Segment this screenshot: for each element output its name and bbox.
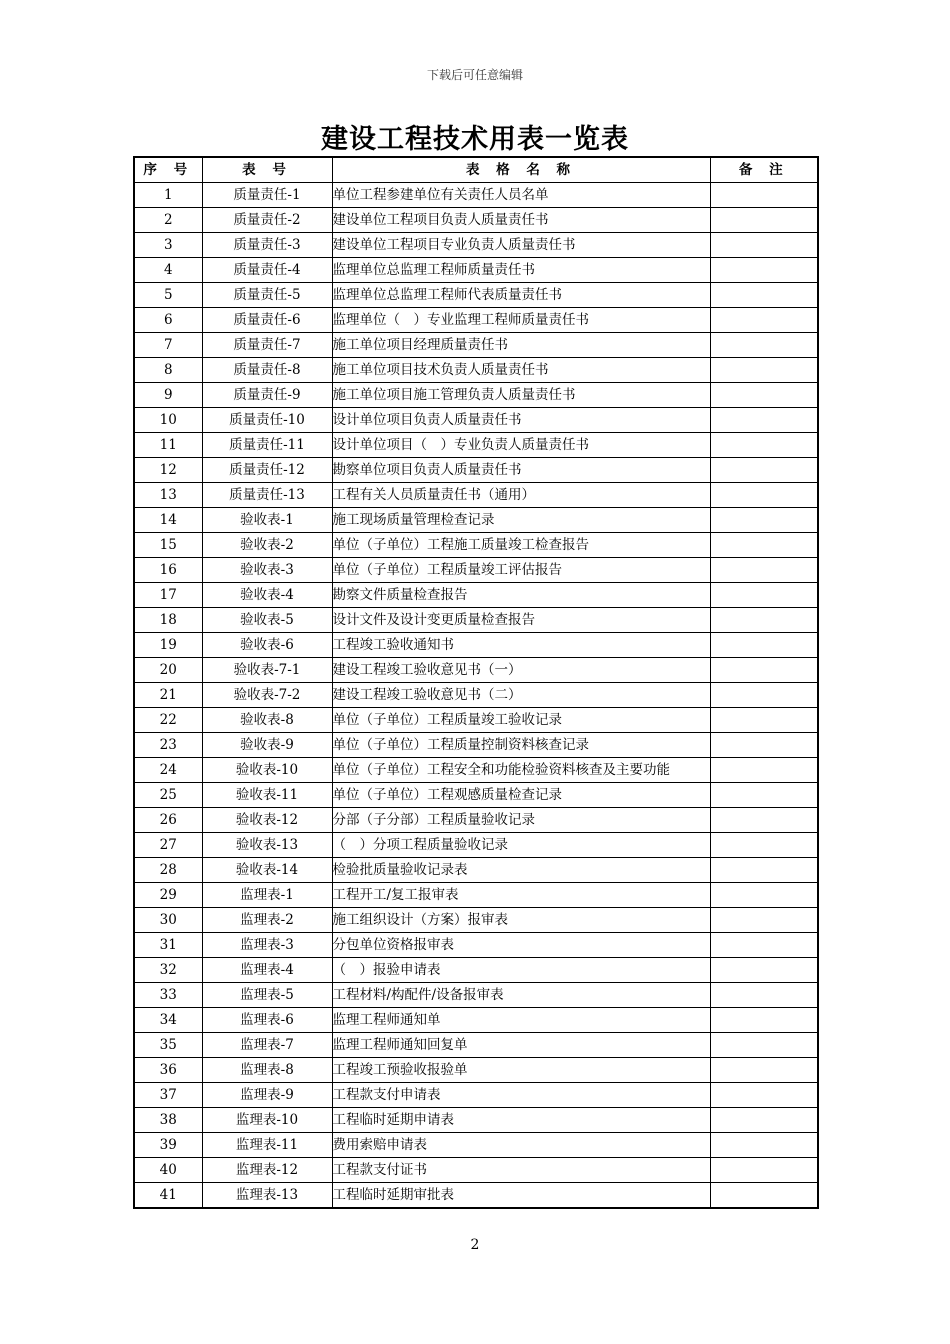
document-title: 建设工程技术用表一览表 xyxy=(321,124,629,155)
row-remarks xyxy=(710,658,818,683)
row-form-code: 验收表-7-2 xyxy=(202,683,332,708)
row-form-name: 监理工程师通知单 xyxy=(332,1008,710,1033)
table-row xyxy=(134,758,818,783)
row-form-code: 监理表-13 xyxy=(202,1183,332,1209)
table-row xyxy=(134,833,818,858)
row-form-code: 验收表-14 xyxy=(202,858,332,883)
row-form-code: 验收表-2 xyxy=(202,533,332,558)
row-form-name: 工程竣工预验收报验单 xyxy=(332,1058,710,1083)
row-form-name: 工程开工/复工报审表 xyxy=(332,883,710,908)
row-form-name: 监理工程师通知回复单 xyxy=(332,1033,710,1058)
table-row xyxy=(134,558,818,583)
table-row xyxy=(134,183,818,208)
row-serial: 35 xyxy=(134,1033,202,1058)
row-form-name: 设计单位项目（ ）专业负责人质量责任书 xyxy=(332,433,710,458)
row-form-name: 工程材料/构配件/设备报审表 xyxy=(332,983,710,1008)
row-remarks xyxy=(710,1058,818,1083)
row-remarks xyxy=(710,758,818,783)
row-serial: 8 xyxy=(134,358,202,383)
row-form-code: 质量责任-13 xyxy=(202,483,332,508)
table-row xyxy=(134,208,818,233)
table-row xyxy=(134,258,818,283)
row-serial: 2 xyxy=(134,208,202,233)
table-row xyxy=(134,358,818,383)
row-form-code: 质量责任-11 xyxy=(202,433,332,458)
row-form-code: 验收表-7-1 xyxy=(202,658,332,683)
row-form-code: 验收表-5 xyxy=(202,608,332,633)
row-form-code: 质量责任-9 xyxy=(202,383,332,408)
row-remarks xyxy=(710,683,818,708)
row-serial: 13 xyxy=(134,483,202,508)
row-serial: 17 xyxy=(134,583,202,608)
row-form-name: （ ）报验申请表 xyxy=(332,958,710,983)
table-row xyxy=(134,483,818,508)
row-remarks xyxy=(710,808,818,833)
row-form-code: 监理表-2 xyxy=(202,908,332,933)
row-serial: 32 xyxy=(134,958,202,983)
row-form-name: 施工单位项目经理质量责任书 xyxy=(332,333,710,358)
table-row xyxy=(134,908,818,933)
row-remarks xyxy=(710,608,818,633)
row-form-name: 工程款支付申请表 xyxy=(332,1083,710,1108)
row-remarks xyxy=(710,283,818,308)
row-remarks xyxy=(710,408,818,433)
row-serial: 34 xyxy=(134,1008,202,1033)
header-form-code: 表 号 xyxy=(202,157,332,183)
row-serial: 29 xyxy=(134,883,202,908)
row-remarks xyxy=(710,533,818,558)
row-serial: 31 xyxy=(134,933,202,958)
header-remarks: 备 注 xyxy=(710,157,818,183)
row-serial: 6 xyxy=(134,308,202,333)
row-form-name: 设计文件及设计变更质量检查报告 xyxy=(332,608,710,633)
row-form-code: 质量责任-3 xyxy=(202,233,332,258)
row-serial: 40 xyxy=(134,1158,202,1183)
row-remarks xyxy=(710,483,818,508)
row-serial: 28 xyxy=(134,858,202,883)
row-form-name: 建设单位工程项目专业负责人质量责任书 xyxy=(332,233,710,258)
row-remarks xyxy=(710,958,818,983)
row-form-name: 工程款支付证书 xyxy=(332,1158,710,1183)
table-row xyxy=(134,1033,818,1058)
header-serial: 序 号 xyxy=(134,157,202,183)
row-remarks xyxy=(710,1008,818,1033)
table-row xyxy=(134,958,818,983)
row-serial: 10 xyxy=(134,408,202,433)
table-row xyxy=(134,608,818,633)
row-remarks xyxy=(710,1158,818,1183)
row-form-name: 施工现场质量管理检查记录 xyxy=(332,508,710,533)
row-serial: 22 xyxy=(134,708,202,733)
table-row xyxy=(134,1183,818,1209)
row-serial: 3 xyxy=(134,233,202,258)
row-form-code: 质量责任-12 xyxy=(202,458,332,483)
table-header-row xyxy=(134,157,818,183)
table-row xyxy=(134,1158,818,1183)
row-form-code: 质量责任-10 xyxy=(202,408,332,433)
row-serial: 7 xyxy=(134,333,202,358)
table-row xyxy=(134,433,818,458)
row-remarks xyxy=(710,933,818,958)
table-row xyxy=(134,933,818,958)
row-serial: 38 xyxy=(134,1108,202,1133)
table-row xyxy=(134,333,818,358)
table-row xyxy=(134,308,818,333)
row-remarks xyxy=(710,208,818,233)
table-row xyxy=(134,533,818,558)
table-row xyxy=(134,383,818,408)
row-serial: 21 xyxy=(134,683,202,708)
row-form-name: 单位（子单位）工程安全和功能检验资料核查及主要功能 xyxy=(332,758,710,783)
table-row xyxy=(134,808,818,833)
row-serial: 4 xyxy=(134,258,202,283)
row-remarks xyxy=(710,258,818,283)
row-serial: 41 xyxy=(134,1183,202,1209)
row-form-code: 验收表-12 xyxy=(202,808,332,833)
table-row xyxy=(134,1133,818,1158)
row-serial: 15 xyxy=(134,533,202,558)
row-remarks xyxy=(710,983,818,1008)
table-row xyxy=(134,408,818,433)
row-remarks xyxy=(710,733,818,758)
row-serial: 36 xyxy=(134,1058,202,1083)
row-form-code: 验收表-3 xyxy=(202,558,332,583)
row-form-name: 分包单位资格报审表 xyxy=(332,933,710,958)
row-form-code: 监理表-3 xyxy=(202,933,332,958)
row-form-code: 验收表-10 xyxy=(202,758,332,783)
row-form-name: 设计单位项目负责人质量责任书 xyxy=(332,408,710,433)
row-form-code: 验收表-1 xyxy=(202,508,332,533)
row-form-name: 单位工程参建单位有关责任人员名单 xyxy=(332,183,710,208)
row-form-code: 验收表-9 xyxy=(202,733,332,758)
row-remarks xyxy=(710,708,818,733)
row-remarks xyxy=(710,183,818,208)
row-form-code: 监理表-12 xyxy=(202,1158,332,1183)
row-form-code: 质量责任-8 xyxy=(202,358,332,383)
table-row xyxy=(134,733,818,758)
row-serial: 12 xyxy=(134,458,202,483)
row-form-name: 分部（子分部）工程质量验收记录 xyxy=(332,808,710,833)
table-row xyxy=(134,583,818,608)
row-form-code: 验收表-8 xyxy=(202,708,332,733)
row-serial: 5 xyxy=(134,283,202,308)
row-form-code: 质量责任-1 xyxy=(202,183,332,208)
row-remarks xyxy=(710,1083,818,1108)
row-remarks xyxy=(710,1108,818,1133)
row-remarks xyxy=(710,783,818,808)
row-remarks xyxy=(710,383,818,408)
row-remarks xyxy=(710,858,818,883)
table-row xyxy=(134,983,818,1008)
row-remarks xyxy=(710,583,818,608)
row-form-name: 工程临时延期申请表 xyxy=(332,1108,710,1133)
row-remarks xyxy=(710,333,818,358)
row-remarks xyxy=(710,883,818,908)
row-form-code: 验收表-4 xyxy=(202,583,332,608)
row-form-name: 检验批质量验收记录表 xyxy=(332,858,710,883)
row-form-name: 监理单位总监理工程师代表质量责任书 xyxy=(332,283,710,308)
row-serial: 26 xyxy=(134,808,202,833)
row-remarks xyxy=(710,233,818,258)
row-serial: 25 xyxy=(134,783,202,808)
table-row xyxy=(134,708,818,733)
row-form-name: 单位（子单位）工程质量竣工验收记录 xyxy=(332,708,710,733)
row-form-name: 监理单位总监理工程师质量责任书 xyxy=(332,258,710,283)
row-form-name: 费用索赔申请表 xyxy=(332,1133,710,1158)
page-number: 2 xyxy=(470,1237,480,1253)
row-form-code: 监理表-5 xyxy=(202,983,332,1008)
row-form-name: 施工单位项目施工管理负责人质量责任书 xyxy=(332,383,710,408)
table-row xyxy=(134,508,818,533)
table-row xyxy=(134,783,818,808)
row-serial: 20 xyxy=(134,658,202,683)
row-serial: 19 xyxy=(134,633,202,658)
row-remarks xyxy=(710,558,818,583)
row-form-name: 工程竣工验收通知书 xyxy=(332,633,710,658)
row-form-code: 质量责任-2 xyxy=(202,208,332,233)
table-row xyxy=(134,883,818,908)
row-serial: 23 xyxy=(134,733,202,758)
row-serial: 18 xyxy=(134,608,202,633)
row-form-code: 监理表-7 xyxy=(202,1033,332,1058)
row-serial: 16 xyxy=(134,558,202,583)
row-form-name: 勘察单位项目负责人质量责任书 xyxy=(332,458,710,483)
table-row xyxy=(134,458,818,483)
table-row xyxy=(134,858,818,883)
table-row xyxy=(134,233,818,258)
row-serial: 1 xyxy=(134,183,202,208)
row-form-code: 质量责任-5 xyxy=(202,283,332,308)
row-serial: 33 xyxy=(134,983,202,1008)
table-row xyxy=(134,633,818,658)
row-form-name: 单位（子单位）工程质量竣工评估报告 xyxy=(332,558,710,583)
row-remarks xyxy=(710,833,818,858)
table-row xyxy=(134,683,818,708)
row-form-name: 监理单位（ ）专业监理工程师质量责任书 xyxy=(332,308,710,333)
table-row xyxy=(134,283,818,308)
row-form-name: 勘察文件质量检查报告 xyxy=(332,583,710,608)
row-remarks xyxy=(710,433,818,458)
row-remarks xyxy=(710,358,818,383)
row-form-name: 单位（子单位）工程观感质量检查记录 xyxy=(332,783,710,808)
forms-table xyxy=(133,156,819,1209)
row-form-code: 监理表-9 xyxy=(202,1083,332,1108)
row-form-code: 监理表-10 xyxy=(202,1108,332,1133)
row-form-name: （ ）分项工程质量验收记录 xyxy=(332,833,710,858)
row-form-name: 建设单位工程项目负责人质量责任书 xyxy=(332,208,710,233)
row-remarks xyxy=(710,1133,818,1158)
row-remarks xyxy=(710,908,818,933)
row-remarks xyxy=(710,1183,818,1209)
row-form-code: 监理表-6 xyxy=(202,1008,332,1033)
row-remarks xyxy=(710,633,818,658)
table-row xyxy=(134,1008,818,1033)
row-form-code: 质量责任-4 xyxy=(202,258,332,283)
row-form-name: 建设工程竣工验收意见书（二） xyxy=(332,683,710,708)
row-serial: 24 xyxy=(134,758,202,783)
row-remarks xyxy=(710,308,818,333)
row-form-name: 工程临时延期审批表 xyxy=(332,1183,710,1209)
row-serial: 37 xyxy=(134,1083,202,1108)
table-row xyxy=(134,1083,818,1108)
row-form-code: 验收表-13 xyxy=(202,833,332,858)
row-form-code: 质量责任-7 xyxy=(202,333,332,358)
row-serial: 14 xyxy=(134,508,202,533)
row-form-name: 施工单位项目技术负责人质量责任书 xyxy=(332,358,710,383)
row-form-code: 监理表-8 xyxy=(202,1058,332,1083)
row-form-code: 监理表-1 xyxy=(202,883,332,908)
row-form-name: 工程有关人员质量责任书（通用） xyxy=(332,483,710,508)
row-serial: 11 xyxy=(134,433,202,458)
row-serial: 9 xyxy=(134,383,202,408)
header-form-name: 表 格 名 称 xyxy=(332,157,710,183)
row-form-code: 质量责任-6 xyxy=(202,308,332,333)
table-row xyxy=(134,658,818,683)
row-form-name: 建设工程竣工验收意见书（一） xyxy=(332,658,710,683)
row-serial: 30 xyxy=(134,908,202,933)
row-form-name: 施工组织设计（方案）报审表 xyxy=(332,908,710,933)
row-remarks xyxy=(710,1033,818,1058)
row-form-name: 单位（子单位）工程质量控制资料核查记录 xyxy=(332,733,710,758)
row-form-code: 监理表-4 xyxy=(202,958,332,983)
row-form-code: 验收表-11 xyxy=(202,783,332,808)
row-serial: 27 xyxy=(134,833,202,858)
header-note: 下载后可任意编辑 xyxy=(426,68,523,82)
table-row xyxy=(134,1108,818,1133)
row-form-code: 监理表-11 xyxy=(202,1133,332,1158)
row-serial: 39 xyxy=(134,1133,202,1158)
row-form-code: 验收表-6 xyxy=(202,633,332,658)
row-remarks xyxy=(710,458,818,483)
row-remarks xyxy=(710,508,818,533)
row-form-name: 单位（子单位）工程施工质量竣工检查报告 xyxy=(332,533,710,558)
table-row xyxy=(134,1058,818,1083)
